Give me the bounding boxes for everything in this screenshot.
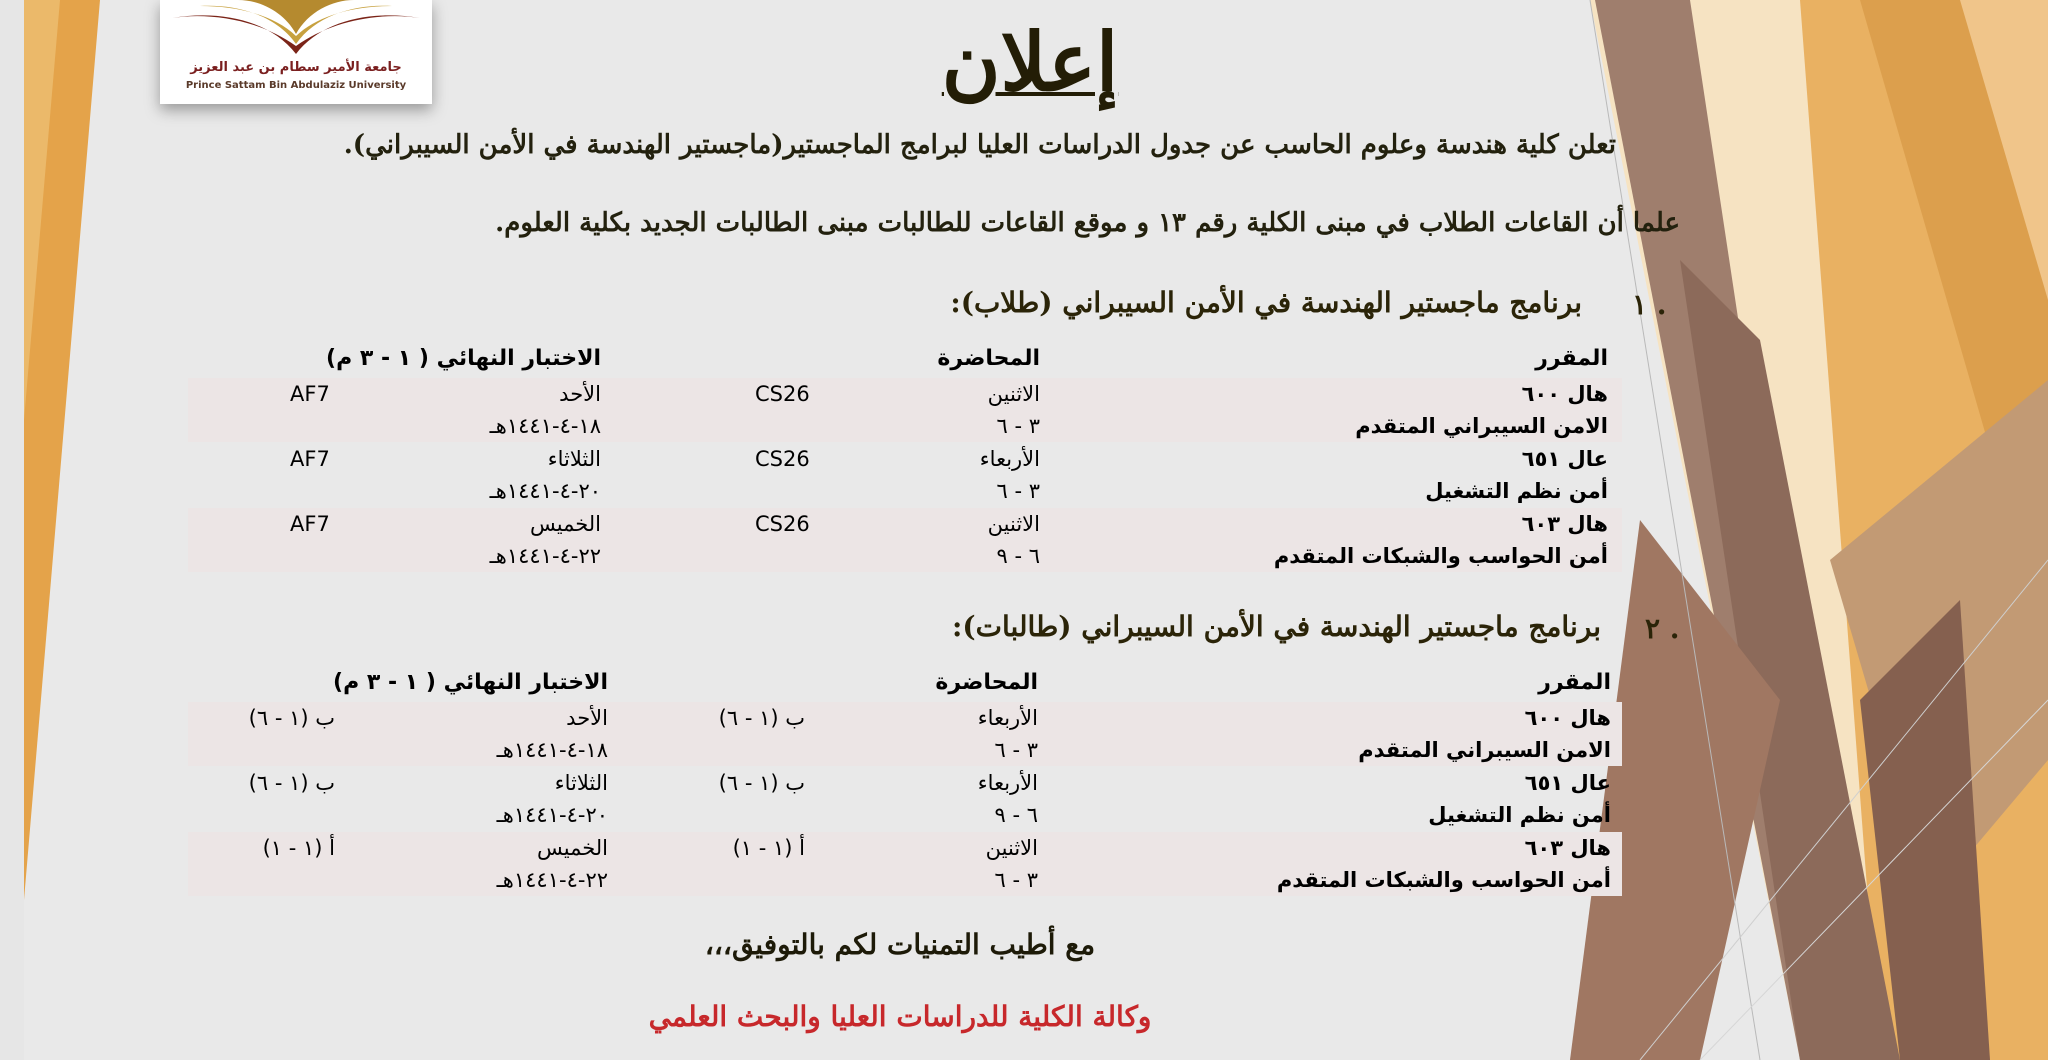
- header-course: المقرر: [1535, 346, 1608, 371]
- exam-room: ب (١ - ٦): [248, 771, 335, 795]
- course-name: أمن الحواسب والشبكات المتقدم: [1276, 868, 1611, 892]
- lecture-day: الأربعاء: [977, 771, 1038, 795]
- university-logo: [160, 0, 432, 104]
- exam-room: AF7: [290, 447, 330, 471]
- lecture-room: CS26: [755, 447, 810, 471]
- open-book-icon: [160, 0, 432, 60]
- lecture-room: CS26: [755, 512, 810, 536]
- exam-date: ٢٢-٤-١٤٤١هـ: [489, 544, 601, 568]
- header-lecture: المحاضرة: [937, 346, 1040, 371]
- exam-day: الثلاثاء: [547, 447, 601, 471]
- exam-day: الثلاثاء: [554, 771, 608, 795]
- course-name: أمن نظم التشغيل: [1425, 479, 1608, 503]
- section-2-number: ٢ .: [1645, 612, 1680, 645]
- exam-room: AF7: [290, 382, 330, 406]
- closing-wishes: مع أطيب التمنيات لكم بالتوفيق،،،: [704, 928, 1096, 961]
- exam-room: AF7: [290, 512, 330, 536]
- exam-day: الأحد: [559, 382, 601, 406]
- lecture-room: ب (١ - ٦): [718, 706, 805, 730]
- intro-paragraph: تعلن كلية هندسة وعلوم الحاسب عن جدول الدراسات العليا لبرامج الماجستير(ماجستير الهندسة في الأمن السيبراني).: [343, 130, 1616, 160]
- exam-date: ١٨-٤-١٤٤١هـ: [489, 414, 601, 438]
- lecture-time: ٦ - ٩: [996, 544, 1040, 568]
- header-course: المقرر: [1538, 670, 1611, 695]
- exam-room: ب (١ - ٦): [248, 706, 335, 730]
- lecture-time: ٣ - ٦: [994, 738, 1038, 762]
- lecture-day: الأربعاء: [977, 706, 1038, 730]
- lecture-day: الأربعاء: [979, 447, 1040, 471]
- section-2-title: برنامج ماجستير الهندسة في الأمن السيبراني (طالبات):: [952, 610, 1601, 643]
- section-1-number: ١ .: [1632, 288, 1667, 321]
- exam-day: الخميس: [536, 836, 608, 860]
- exam-day: الخميس: [529, 512, 601, 536]
- lecture-time: ٣ - ٦: [996, 414, 1040, 438]
- page-edge-left: [0, 0, 24, 1060]
- course-code: هال ٦٠٠: [1521, 382, 1608, 406]
- exam-date: ٢٢-٤-١٤٤١هـ: [496, 868, 608, 892]
- lecture-room: ب (١ - ٦): [718, 771, 805, 795]
- course-name: الامن السيبراني المتقدم: [1355, 414, 1608, 438]
- signoff-department: وكالة الكلية للدراسات العليا والبحث العلمي: [648, 1000, 1152, 1033]
- course-name: أمن الحواسب والشبكات المتقدم: [1273, 544, 1608, 568]
- header-final-exam: الاختبار النهائي ( ١ - ٣ م): [333, 670, 608, 695]
- lecture-room: أ (١ - ١): [732, 836, 805, 860]
- course-name: أمن نظم التشغيل: [1428, 803, 1611, 827]
- header-final-exam: الاختبار النهائي ( ١ - ٣ م): [326, 346, 601, 371]
- exam-date: ١٨-٤-١٤٤١هـ: [496, 738, 608, 762]
- logo-name-arabic: جامعة الأمير سطام بن عبد العزيز: [190, 60, 402, 75]
- exam-date: ٢٠-٤-١٤٤١هـ: [489, 479, 601, 503]
- course-name: الامن السيبراني المتقدم: [1358, 738, 1611, 762]
- exam-date: ٢٠-٤-١٤٤١هـ: [496, 803, 608, 827]
- course-code: هال ٦٠٠: [1524, 706, 1611, 730]
- location-note: علما أن القاعات الطلاب في مبنى الكلية رقم ١٣ و موقع القاعات للطالبات مبنى الطالبات الجديد بكلية العلوم.: [495, 208, 1680, 238]
- course-code: عال ٦٥١: [1521, 447, 1608, 471]
- page-title: إعلان: [941, 15, 1119, 109]
- lecture-time: ٣ - ٦: [996, 479, 1040, 503]
- course-code: عال ٦٥١: [1524, 771, 1611, 795]
- lecture-day: الاثنين: [987, 382, 1040, 406]
- lecture-time: ٣ - ٦: [994, 868, 1038, 892]
- lecture-day: الاثنين: [985, 836, 1038, 860]
- exam-room: أ (١ - ١): [262, 836, 335, 860]
- logo-name-english: Prince Sattam Bin Abdulaziz University: [185, 80, 407, 91]
- course-code: هال ٦٠٣: [1521, 512, 1608, 536]
- section-1-title: برنامج ماجستير الهندسة في الأمن السيبراني (طلاب):: [950, 286, 1582, 319]
- lecture-room: CS26: [755, 382, 810, 406]
- lecture-day: الاثنين: [987, 512, 1040, 536]
- exam-day: الأحد: [566, 706, 608, 730]
- header-lecture: المحاضرة: [935, 670, 1038, 695]
- course-code: هال ٦٠٣: [1524, 836, 1611, 860]
- lecture-time: ٦ - ٩: [994, 803, 1038, 827]
